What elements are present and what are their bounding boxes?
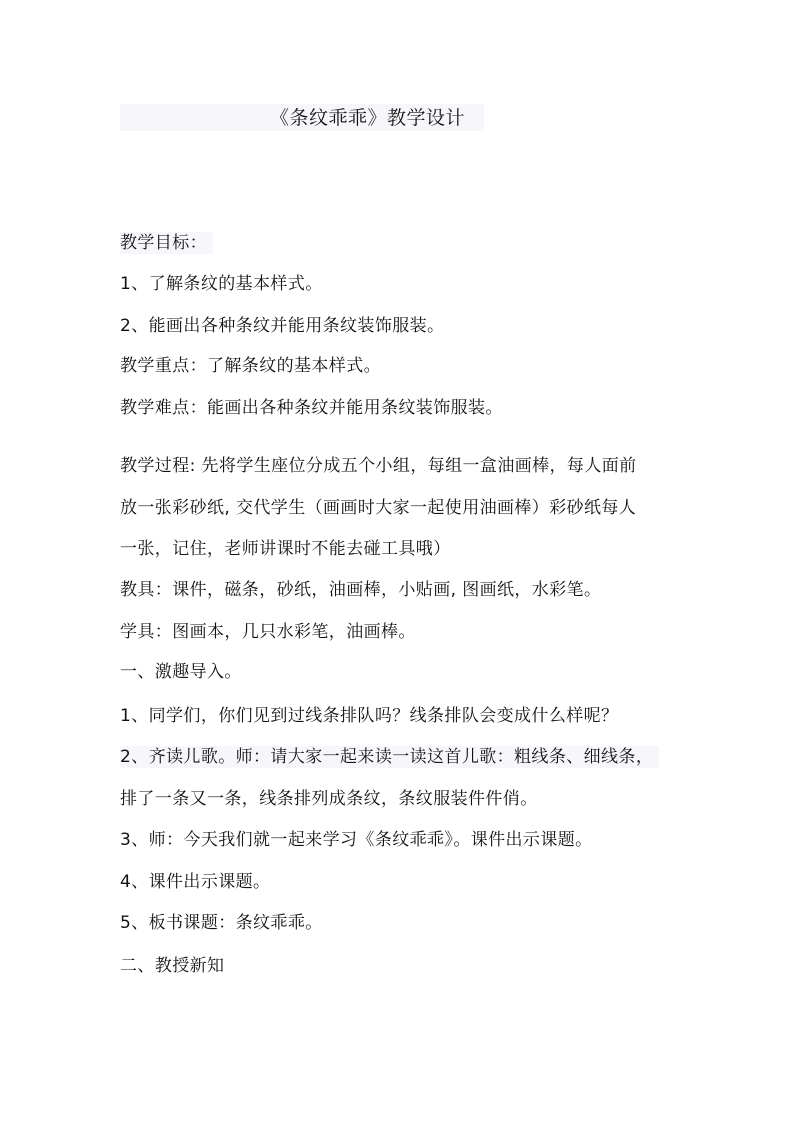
text-line: 3、师：今天我们就一起来学习《条纹乖乖》。课件出示课题。: [120, 830, 593, 850]
text-line: 4、课件出示课题。: [120, 872, 271, 892]
text-line: 教学过程: 先将学生座位分成五个小组，每组一盒油画棒，每人面前: [120, 456, 637, 476]
text-line: 放一张彩砂纸, 交代学生（画画时大家一起使用油画棒）彩砂纸每人: [120, 498, 637, 518]
text-line: 2、能画出各种条纹并能用条纹装饰服装。: [120, 316, 445, 336]
text-line: 教学难点：能画出各种条纹并能用条纹装饰服装。: [120, 398, 503, 418]
text-line: 教具：课件，磁条，砂纸，油画棒，小贴画, 图画纸，水彩笔。: [120, 580, 602, 600]
text-line: 5、板书课题：条纹乖乖。: [120, 913, 323, 933]
document-title: 《条纹乖乖》教学设计: [270, 107, 466, 129]
text-line: 2、齐读儿歌。师：请大家一起来读一读这首儿歌：粗线条、细线条，: [120, 746, 659, 768]
section-heading-objectives: 教学目标：: [120, 232, 213, 254]
text-line: 排了一条又一条，线条排列成条纹，条纹服装件件俏。: [120, 789, 538, 809]
text-line: 1、同学们，你们见到过线条排队吗？线条排队会变成什么样呢？: [120, 706, 619, 726]
section-heading-new-knowledge: 二、教授新知: [120, 956, 225, 976]
section-heading-intro: 一、激趣导入。: [120, 662, 242, 682]
text-line: 教学重点：了解条纹的基本样式。: [120, 356, 381, 376]
text-line: 1、了解条纹的基本样式。: [120, 274, 323, 294]
text-line: 学具：图画本，几只水彩笔，油画棒。: [120, 622, 416, 642]
text-line: 一张，记住，老师讲课时不能去碰工具哦）: [120, 539, 451, 559]
